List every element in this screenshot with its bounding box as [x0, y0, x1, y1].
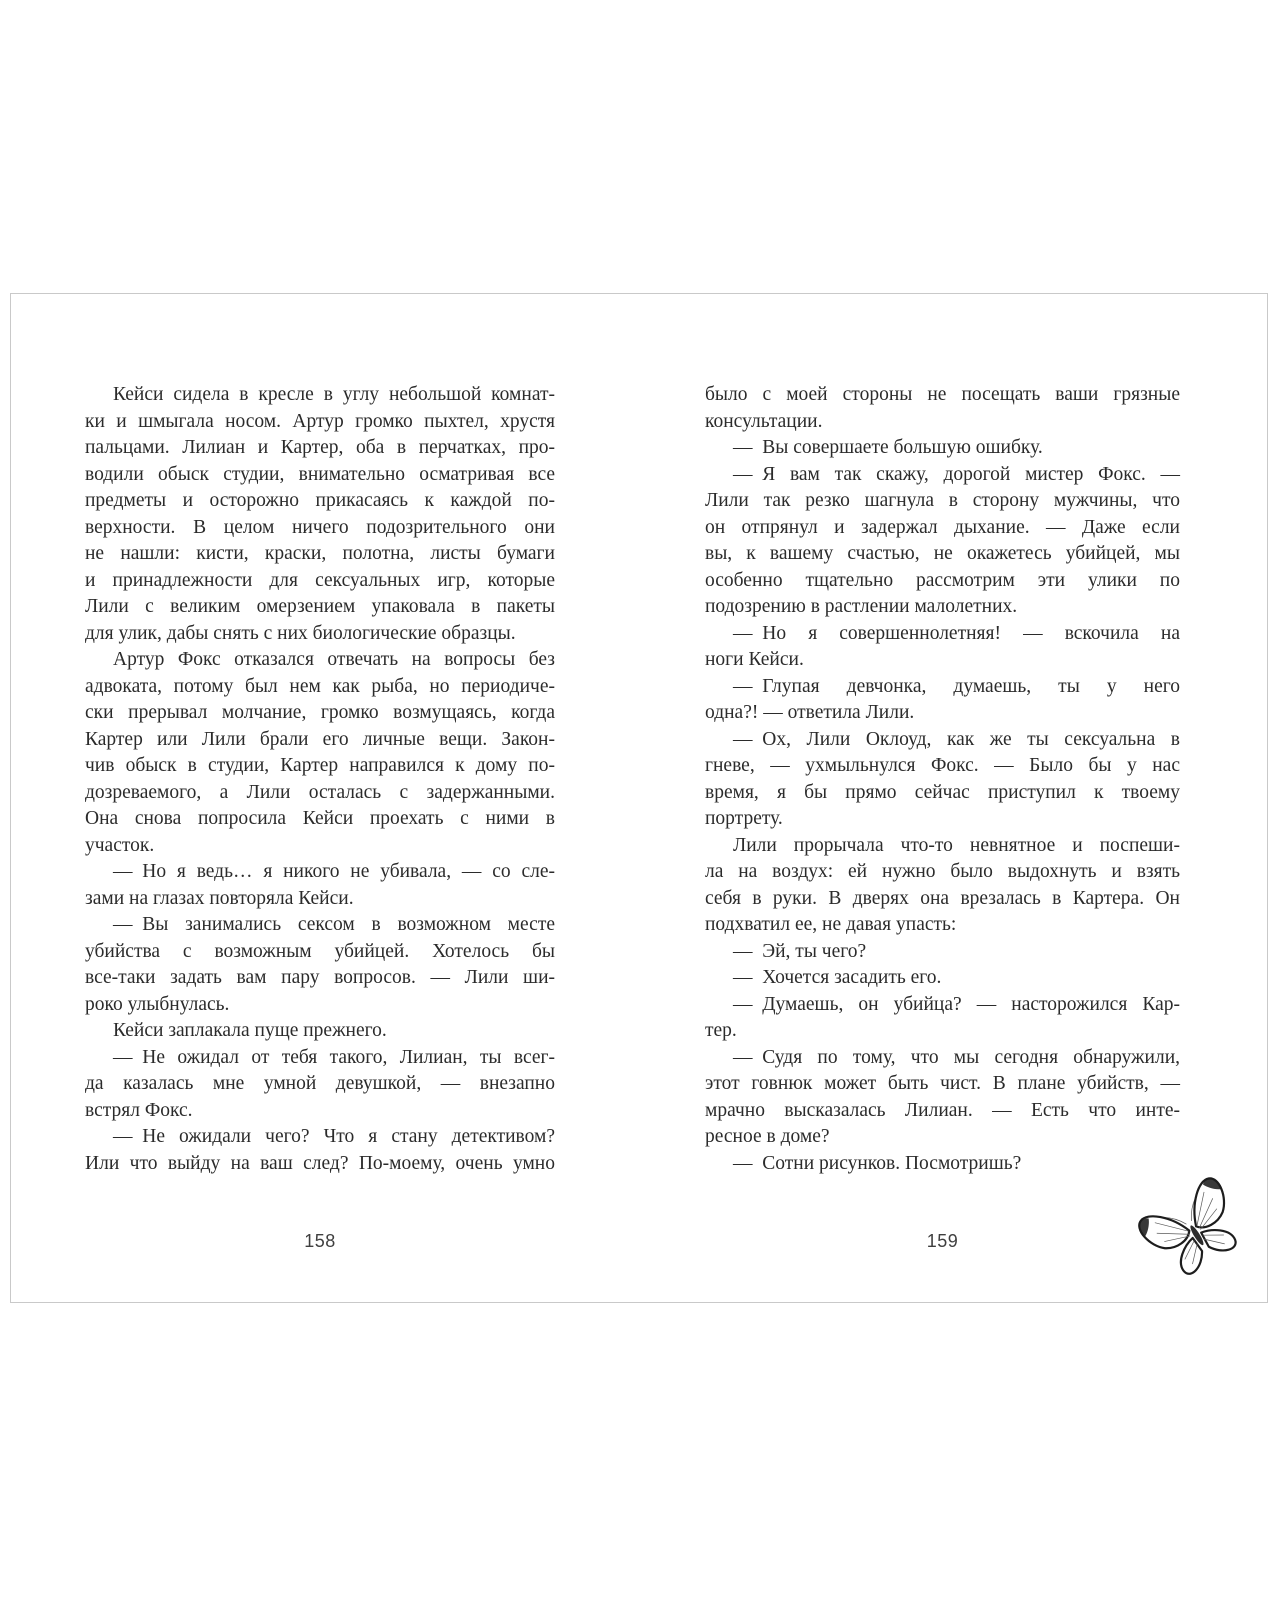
text-line: все-таки задать вам пару вопросов. — Лили ши- [85, 967, 555, 988]
paragraph [85, 1124, 555, 1177]
text-line: было с моей стороны не посещать ваши грязные [705, 384, 1180, 405]
butterfly-icon [1138, 1170, 1258, 1300]
text-line: ки и шмыгала носом. Артур громко пыхтел, хрустя [85, 410, 555, 432]
page-number-left: 158 [304, 1231, 336, 1251]
paragraph [85, 382, 555, 647]
text-line: — Хочется засадить его. [733, 967, 942, 988]
text-line: — Но я совершеннолетняя! — вскочила на [733, 622, 1180, 644]
text-line: портрету. [705, 808, 783, 829]
text-line: участок. [85, 834, 155, 856]
text-line: роко улыбнулась. [85, 993, 230, 1015]
text-line: предметы и осторожно прикасаясь к каждой по- [85, 490, 555, 511]
paragraph [705, 992, 1180, 1045]
text-line: одна?! — ответила Лили. [705, 702, 915, 723]
text-line: Лили с великим омерзением упаковала в пакеты [85, 596, 555, 617]
text-line: особенно тщательно рассмотрим эти улики по [705, 569, 1180, 591]
text-line: — Думаешь, он убийца? — насторожился Кар- [733, 993, 1180, 1015]
text-line: чив обыск в студии, Картер направился к дому по- [85, 755, 555, 776]
text-line: Кейси заплакала пуще прежнего. [113, 1020, 387, 1041]
text-line: Картер или Лили брали его личные вещи. Закон- [85, 728, 555, 750]
text-line: водили обыск студии, внимательно осматривая все [85, 463, 555, 485]
text-line: убийства с возможным убийцей. Хотелось бы [85, 940, 555, 962]
text-line: адвоката, потому был нем как рыба, но периодиче- [85, 675, 555, 697]
text-line: Лили прорычала что-то невнятное и поспеши- [733, 834, 1180, 856]
text-line: Кейси сидела в кресле в углу небольшой комнат- [113, 384, 555, 405]
text-line: время, я бы прямо сейчас приступил к твоему [705, 781, 1180, 803]
paragraph [705, 1151, 1180, 1178]
text-line: подхватил ее, не давая упасть: [705, 914, 957, 935]
text-line: зами на глазах повторяла Кейси. [85, 887, 354, 909]
text-line: встрял Фокс. [85, 1099, 193, 1121]
paragraph [705, 435, 1180, 462]
paragraph [85, 1018, 555, 1045]
text-line: ски прерывал молчание, громко возмущаясь, когда [85, 702, 555, 723]
text-line: — Сотни рисунков. Посмотришь? [733, 1152, 1022, 1174]
text-line: дозреваемого, а Лили осталась с задержанными. [85, 781, 555, 803]
paragraph [705, 462, 1180, 621]
text-line: подозрению в растлении малолетних. [705, 596, 1018, 617]
paragraph [85, 859, 555, 912]
text-line: Она снова попросила Кейси проехать с ними в [85, 808, 555, 829]
text-line: для улик, дабы снять с них биологические образцы. [85, 622, 516, 644]
paragraph [705, 833, 1180, 939]
text-line: консультации. [705, 410, 823, 432]
text-line: Или что выйду на ваш след? По-моему, очень умно [85, 1152, 555, 1174]
text-line: и принадлежности для сексуальных игр, которые [85, 569, 555, 591]
page-right-text-column [705, 382, 1180, 1177]
text-line: — Судя по тому, что мы сегодня обнаружили, [733, 1046, 1180, 1068]
paragraph [705, 965, 1180, 992]
page-number-right: 159 [926, 1231, 959, 1251]
paragraph [85, 647, 555, 859]
text-line: — Я вам так скажу, дорогой мистер Фокс. — [733, 463, 1180, 485]
text-line: — Вы совершаете большую ошибку. [733, 437, 1043, 458]
paragraph [705, 621, 1180, 674]
text-line: себя в руки. В дверях она врезалась в Картера. Он [705, 887, 1180, 909]
text-line: не нашли: кисти, краски, полотна, листы бумаги [85, 543, 555, 564]
text-line: ла на воздух: ей нужно было выдохнуть и взять [705, 861, 1180, 882]
text-line: — Эй, ты чего? [733, 940, 867, 962]
text-line: — Не ожидал от тебя такого, Лилиан, ты всег- [113, 1046, 555, 1068]
text-line: гневе, — ухмыльнулся Фокс. — Было бы у нас [705, 755, 1180, 776]
text-line: ноги Кейси. [705, 649, 804, 670]
paragraph [705, 939, 1180, 966]
text-line: — Ох, Лили Оклоуд, как же ты сексуальна в [733, 728, 1180, 750]
paragraph [705, 382, 1180, 435]
paragraph [705, 727, 1180, 833]
text-line: этот говнюк может быть чист. В плане убийств, — [705, 1073, 1180, 1094]
text-line: — Но я ведь… я никого не убивала, — со сле- [113, 861, 555, 882]
paragraph [85, 912, 555, 1018]
text-line: — Вы занимались сексом в возможном месте [113, 914, 555, 935]
text-line: — Не ожидали чего? Что я стану детективом? [113, 1126, 555, 1147]
paragraph [705, 674, 1180, 727]
text-line: — Глупая девчонка, думаешь, ты у него [733, 675, 1180, 697]
text-line: он отпрянул и задержал дыхание. — Даже если [705, 516, 1180, 538]
text-line: Лили так резко шагнула в сторону мужчины, что [705, 490, 1180, 511]
text-line: да казалась мне умной девушкой, — внезапно [85, 1073, 555, 1094]
text-line: Артур Фокс отказался отвечать на вопросы без [113, 649, 555, 670]
text-line: ресное в доме? [705, 1126, 830, 1147]
text-line: верхности. В целом ничего подозрительного они [85, 516, 555, 538]
text-line: пальцами. Лилиан и Картер, оба в перчатках, про- [85, 437, 555, 458]
text-line: вы, к вашему счастью, не окажетесь убийцей, мы [705, 543, 1180, 564]
paragraph [705, 1045, 1180, 1151]
text-line: тер. [705, 1020, 737, 1041]
text-line: мрачно высказалась Лилиан. — Есть что инте- [705, 1099, 1180, 1121]
paragraph [85, 1045, 555, 1125]
page-left-text-column [85, 382, 555, 1177]
